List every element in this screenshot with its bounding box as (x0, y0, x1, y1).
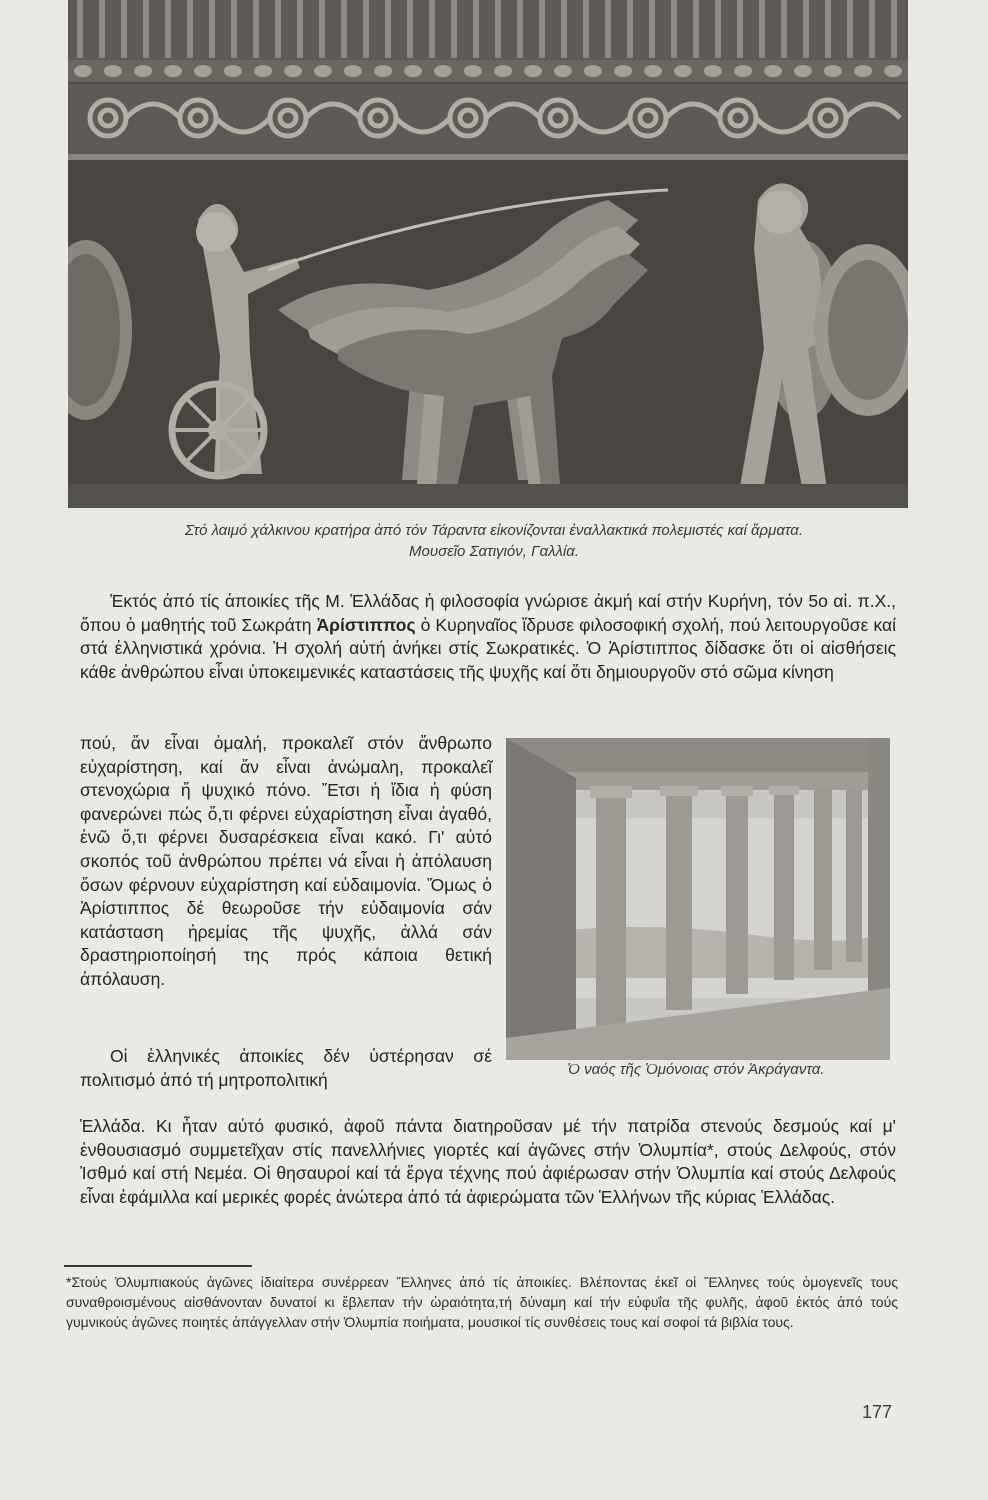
paragraph-aristippus-continuation: πού, ἄν εἶναι ὁμαλή, προκαλεῖ στόν ἄνθρωπο εὐχαρίστηση, καί ἄν εἶναι ἀνώμαλη, προκαλεῖ στενοχώρια ἤ ψυχικό πόνο. Ἔτσι ἡ ἴδια ἡ φύση φανερώνει πώς ὅ,τι φέρνει εὐχαρίστηση εἶναι ἀγαθό, ἐνῶ ὅ,τι φέρνει δυσαρέσκεια εἶναι κακό. Γι' αὐτό σκοπός τοῦ ἀνθρώπου πρέπει νά εἶναι ἡ ἀπόλαυση ὅσων φέρνουν εὐχαρίστηση καί εὐδαιμονία. Ὅμως ὁ Ἀρίστιππος δέ θεωροῦσε τήν εὐδαιμονία σάν κατάσταση ἠρεμίας τῆς ψυχῆς, ἀλλά σάν δραστηριοποίησή της πρός κάποια θετική ἀπόλαυση. (80, 733, 492, 989)
temple-photo (506, 738, 890, 1060)
top-figure-caption (60, 520, 928, 562)
paragraph1-rest: ὁ Κυρηναῖος ἵδρυσε φιλοσοφική σχολή, πού λειτουργοῦσε καί στά ἑλληνιστικά χρόνια. Ἡ σχολή αὐτή ἀνήκει στίς Σωκρατικές. Ὁ Ἀρίστιππος δίδασκε ὅτι οἱ αἰσθήσεις κάθε ἀνθρώπου εἶναι ὑποκειμενικές καταστάσεις τῆς ψυχῆς καί ὅτι δημιουργοῦν στό σῶμα κίνηση (80, 614, 896, 682)
paragraph-colonies-continuation: Ἑλλάδα. Κι ἦταν αὐτό φυσικό, ἀφοῦ πάντα διατηροῦσαν μέ τήν πατρίδα στενούς δεσμούς καί μ' ἐνθουσιασμό συμμετεῖχαν στίς πανελλήνιες γιορτές καί ἀγῶνες στήν Ὀλυμπία*, στούς Δελφούς, στόν Ἰσθμό καί στή Νεμέα. Οἱ θησαυροί καί τά ἔργα τέχνης πού ἀφιέρωσαν στήν Ὀλυμπία καί στούς Δελφούς εἶναι ἐφάμιλλα καί μερικές φορές ἀνώτερα ἀπό τά ἀφιερώματα τῶν Ἑλλήνων τῆς κύριας Ἑλλάδας. (80, 1116, 896, 1207)
temple-colonnade-illustration (506, 738, 890, 1060)
paragraph2-start: Οἱ ἑλληνικές ἀποικίες δέν ὑστέρησαν σέ πολιτισμό ἀπό τή μητροπολιτική (80, 1046, 492, 1090)
temple-caption: Ὁ ναός τῆς Ὁμόνοιας στόν Ἀκράγαντα. (567, 1061, 825, 1078)
aristippus-name: Ἀρίστιππος (316, 614, 416, 635)
paragraph-aristippus (80, 590, 896, 684)
krater-relief-illustration (68, 0, 908, 508)
footnote-separator (64, 1265, 252, 1267)
footnote: *Στούς Ὀλυμπιακούς ἀγῶνες ἰδιαίτερα συνέρρεαν Ἕλληνες ἀπό τίς ἀποικίες. Βλέποντας ἐκεῖ οἱ Ἕλληνες τούς ὁμογενεῖς τους συναθροισμένους αἰσθάνονταν δυνατοί κι ἔβλεπαν τήν ὡραιότητα,τή δύναμη καί τήν εὐφυΐα τῆς φυλῆς, ἀφοῦ ἐκτός ἀπό τούς γυμνικούς ἀγῶνες ποιητές ἀπάγγελλαν στήν Ὀλυμπία ποιήματα, μουσικοί τίς συνθέσεις τους καί σοφοί τά βιβλία τους. (66, 1274, 898, 1330)
paragraph1-intro: Ἐκτός ἀπό τίς ἀποικίες τῆς Μ. Ἑλλάδας ἡ φιλοσοφία γνώρισε ἀκμή καί στήν Κυρήνη, τόν 5ο αἰ. π.Χ., ὅπου ὁ μαθητής τοῦ Σωκράτη (80, 591, 896, 635)
paragraph-colonies-start (80, 1045, 492, 1092)
top-caption-line-2: Μουσεῖο Σατιγιόν, Γαλλία. (409, 543, 579, 560)
page-number: 177 (862, 1402, 893, 1422)
krater-relief-photo (68, 0, 908, 508)
top-caption-line-1: Στό λαιμό χάλκινου κρατήρα ἀπό τόν Τάραντα εἰκονίζονται ἐναλλακτικά πολεμιστές καί ἅρματα. (184, 522, 804, 539)
